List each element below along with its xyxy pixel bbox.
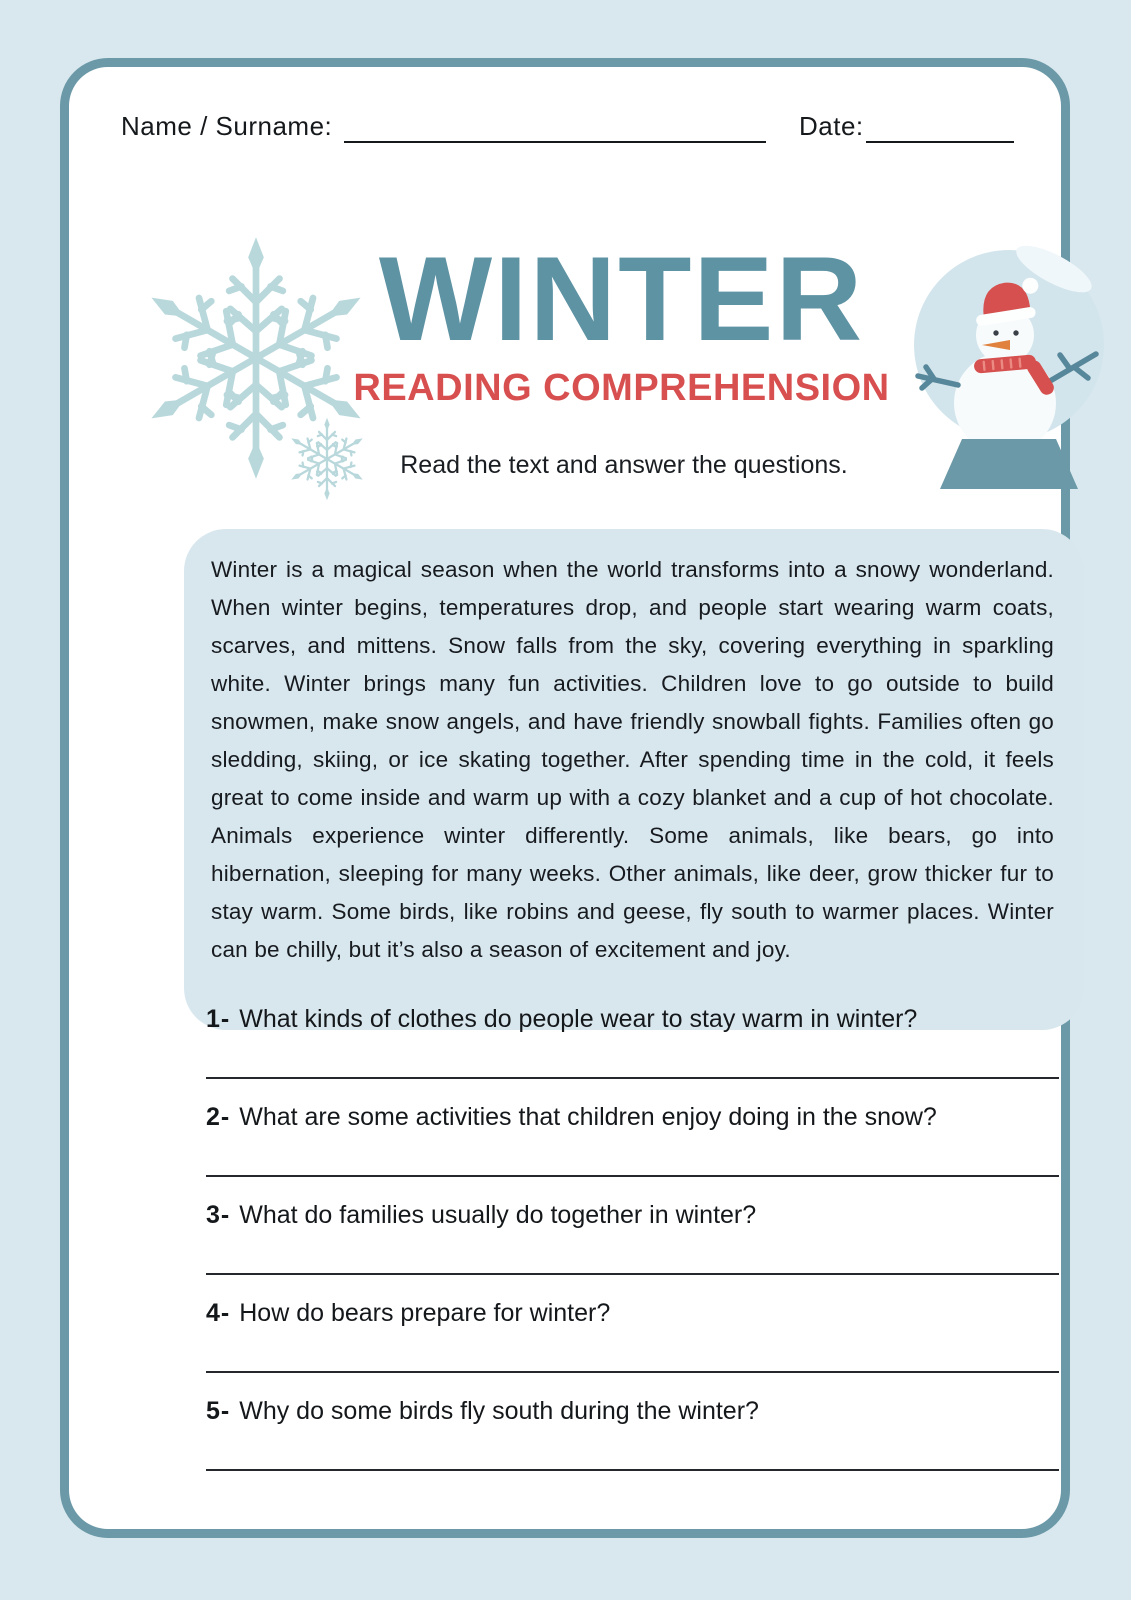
question-1-number: 1- (206, 1005, 231, 1033)
answer-line-2[interactable] (206, 1175, 1059, 1177)
reading-passage-box (184, 529, 1084, 1030)
question-5-text: Why do some birds fly south during the winter? (239, 1397, 759, 1425)
question-2 (206, 1103, 1062, 1132)
question-3-number: 3- (206, 1201, 231, 1229)
question-4-number: 4- (206, 1299, 231, 1327)
worksheet-card (60, 58, 1070, 1538)
question-4 (206, 1299, 1062, 1328)
question-3 (206, 1201, 1062, 1230)
question-2-text: What are some activities that children enjoy doing in the snow? (239, 1103, 937, 1131)
question-5-number: 5- (206, 1397, 231, 1425)
reading-passage-text: Winter is a magical season when the world transforms into a snowy wonderland. When winter begins, temperatures drop, and people start wearing warm coats, scarves, and mittens. Snow falls from the sky, covering everything in sparkling white. Winter brings many fun activities. Children love to go outside to build snowmen, make snow angels, and have friendly snowball fights. Families often go sledding, skiing, or ice skating together. After spending time in the cold, it feels great to come inside and warm up with a cozy blanket and a cup of hot chocolate. Animals experience winter differently. Some animals, like bears, go into hibernation, sleeping for many weeks. Other animals, like deer, grow thicker fur to stay warm. Some birds, like robins and geese, fly south to warmer places. Winter can be chilly, but it’s also a season of excitement and joy. (211, 557, 1054, 962)
date-input-line[interactable] (866, 141, 1014, 143)
answer-line-4[interactable] (206, 1371, 1059, 1373)
answer-line-5[interactable] (206, 1469, 1059, 1471)
date-label: Date: (799, 111, 864, 141)
snow-globe-snowman-icon (912, 233, 1106, 489)
question-1 (206, 1005, 1062, 1034)
answer-line-1[interactable] (206, 1077, 1059, 1079)
answer-line-3[interactable] (206, 1273, 1059, 1275)
name-surname-label: Name / Surname: (121, 111, 333, 141)
question-5 (206, 1397, 1062, 1426)
question-1-text: What kinds of clothes do people wear to stay warm in winter? (239, 1005, 918, 1033)
name-input-line[interactable] (344, 141, 766, 143)
page-subtitle: READING COMPREHENSION (353, 367, 890, 409)
page-title: WINTER (378, 232, 865, 366)
question-3-text: What do families usually do together in winter? (239, 1201, 757, 1229)
instruction-text: Read the text and answer the questions. (400, 451, 848, 479)
question-4-text: How do bears prepare for winter? (239, 1299, 611, 1327)
question-2-number: 2- (206, 1103, 231, 1131)
